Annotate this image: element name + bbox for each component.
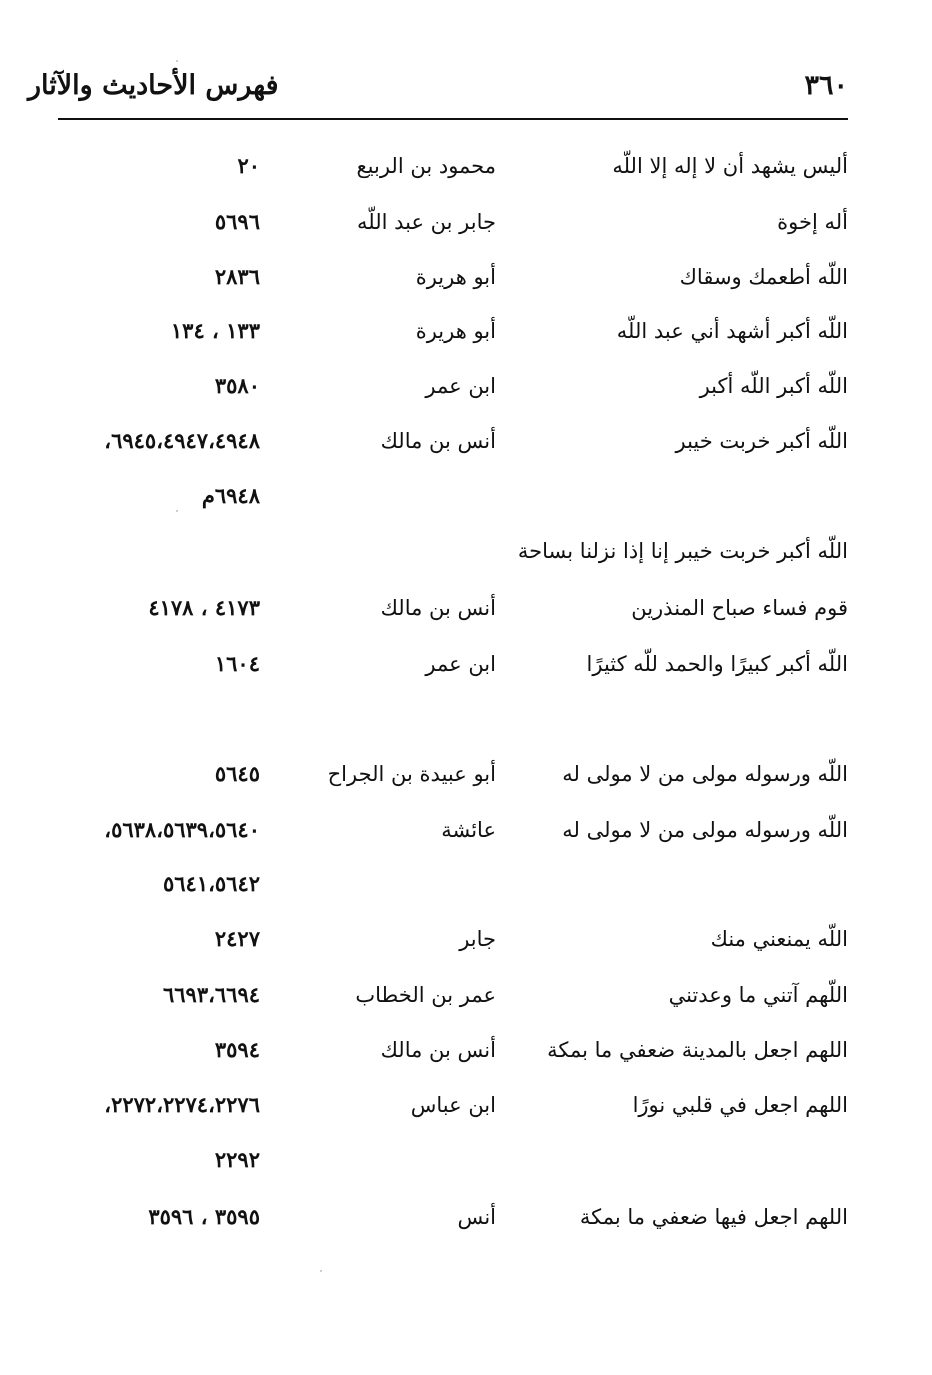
- hadith-numbers: ٢٨٣٦: [214, 264, 260, 289]
- narrator-name: جابر: [459, 927, 496, 951]
- narrator-name: عائشة: [441, 818, 496, 842]
- header-rule: [58, 118, 848, 120]
- hadith-text: اللهم اجعل بالمدينة ضعفي ما بمكة: [547, 1038, 848, 1062]
- hadith-text: اللّه أكبر أشهد أني عبد اللّه: [616, 319, 848, 343]
- hadith-numbers: ٢٢٧٢،٢٢٧٤،٢٢٧٦،: [104, 1092, 260, 1117]
- hadith-numbers: ٤١٧٣ ، ٤١٧٨: [148, 595, 260, 620]
- narrator-name: أبو هريرة: [415, 265, 496, 289]
- index-entry: [0, 810, 932, 850]
- hadith-numbers: ٣٥٨٠: [214, 373, 260, 398]
- hadith-numbers: ٢٠: [237, 153, 260, 178]
- scan-speck: [176, 60, 178, 62]
- hadith-numbers: ٥٦٤٥: [214, 761, 260, 786]
- narrator-name: أبو عبيدة بن الجراح: [327, 762, 496, 786]
- page-title: فهرس الأحاديث والآثار: [28, 70, 279, 101]
- index-entry: [0, 146, 932, 186]
- index-entry-continuation: [0, 864, 932, 904]
- index-entry: [0, 919, 932, 959]
- hadith-text: اللّه أكبر خربت خيبر: [675, 429, 848, 453]
- page-number: ٣٦٠: [804, 70, 848, 101]
- hadith-text: أله إخوة: [777, 210, 848, 234]
- hadith-text: اللّهم آتني ما وعدتني: [668, 983, 848, 1007]
- hadith-numbers: ١٦٠٤: [214, 651, 260, 676]
- narrator-name: محمود بن الربيع: [356, 154, 496, 178]
- narrator-name: أنس بن مالك: [380, 596, 496, 620]
- narrator-name: أبو هريرة: [415, 319, 496, 343]
- hadith-numbers: ٦٩٤٥،٤٩٤٧،٤٩٤٨،: [104, 428, 260, 453]
- index-entry: [0, 257, 932, 297]
- hadith-numbers: ٢٢٩٢: [214, 1147, 260, 1172]
- narrator-name: ابن عمر: [425, 374, 496, 398]
- narrator-name: عمر بن الخطاب: [355, 983, 496, 1007]
- hadith-numbers: ١٣٣ ، ١٣٤: [170, 318, 260, 343]
- narrator-name: أنس بن مالك: [380, 1038, 496, 1062]
- hadith-numbers: ٥٦٣٨،٥٦٣٩،٥٦٤٠،: [104, 817, 260, 842]
- index-entry-continuation: [0, 1140, 932, 1180]
- hadith-text: اللّه ورسوله مولى من لا مولى له: [562, 818, 848, 842]
- index-entry: [0, 531, 932, 571]
- scan-speck: [320, 1270, 322, 1272]
- index-entry: [0, 366, 932, 406]
- index-entry: [0, 644, 932, 684]
- index-entry: [0, 975, 932, 1015]
- hadith-numbers: ٥٦٩٦: [214, 209, 260, 234]
- hadith-text: اللّه أطعمك وسقاك: [679, 265, 848, 289]
- hadith-text: اللّه أكبر اللّه أكبر: [699, 374, 848, 398]
- index-entry: [0, 1085, 932, 1125]
- hadith-numbers: ٣٥٩٥ ، ٣٥٩٦: [148, 1204, 260, 1229]
- narrator-name: ابن عباس: [410, 1093, 496, 1117]
- hadith-text: اللّه أكبر خربت خيبر إنا إذا نزلنا بساحة: [517, 539, 848, 563]
- hadith-text: قوم فساء صباح المنذرين: [631, 596, 848, 620]
- index-entry: [0, 754, 932, 794]
- hadith-text: أليس يشهد أن لا إله إلا اللّه: [612, 154, 848, 178]
- index-entry: [0, 1030, 932, 1070]
- index-entry: [0, 311, 932, 351]
- index-entry: [0, 1197, 932, 1237]
- hadith-numbers: ٦٩٤٨م: [201, 483, 260, 508]
- hadith-numbers: ٦٦٩٣،٦٦٩٤: [162, 982, 260, 1007]
- hadith-text: اللّه ورسوله مولى من لا مولى له: [562, 762, 848, 786]
- hadith-text: اللهم اجعل فيها ضعفي ما بمكة: [579, 1205, 848, 1229]
- scan-speck: [176, 510, 178, 512]
- hadith-text: اللهم اجعل في قلبي نورًا: [632, 1093, 848, 1117]
- hadith-numbers: ٣٥٩٤: [214, 1037, 260, 1062]
- narrator-name: أنس: [457, 1205, 496, 1229]
- hadith-text: اللّه يمنعني منك: [710, 927, 848, 951]
- index-entry: [0, 588, 932, 628]
- index-entry-continuation: [0, 476, 932, 516]
- narrator-name: أنس بن مالك: [380, 429, 496, 453]
- hadith-numbers: ٥٦٤١،٥٦٤٢: [162, 871, 260, 896]
- narrator-name: ابن عمر: [425, 652, 496, 676]
- index-entry: [0, 421, 932, 461]
- hadith-text: اللّه أكبر كبيرًا والحمد للّه كثيرًا: [586, 652, 848, 676]
- narrator-name: جابر بن عبد اللّه: [356, 210, 496, 234]
- hadith-numbers: ٢٤٢٧: [214, 926, 260, 951]
- index-entry: [0, 202, 932, 242]
